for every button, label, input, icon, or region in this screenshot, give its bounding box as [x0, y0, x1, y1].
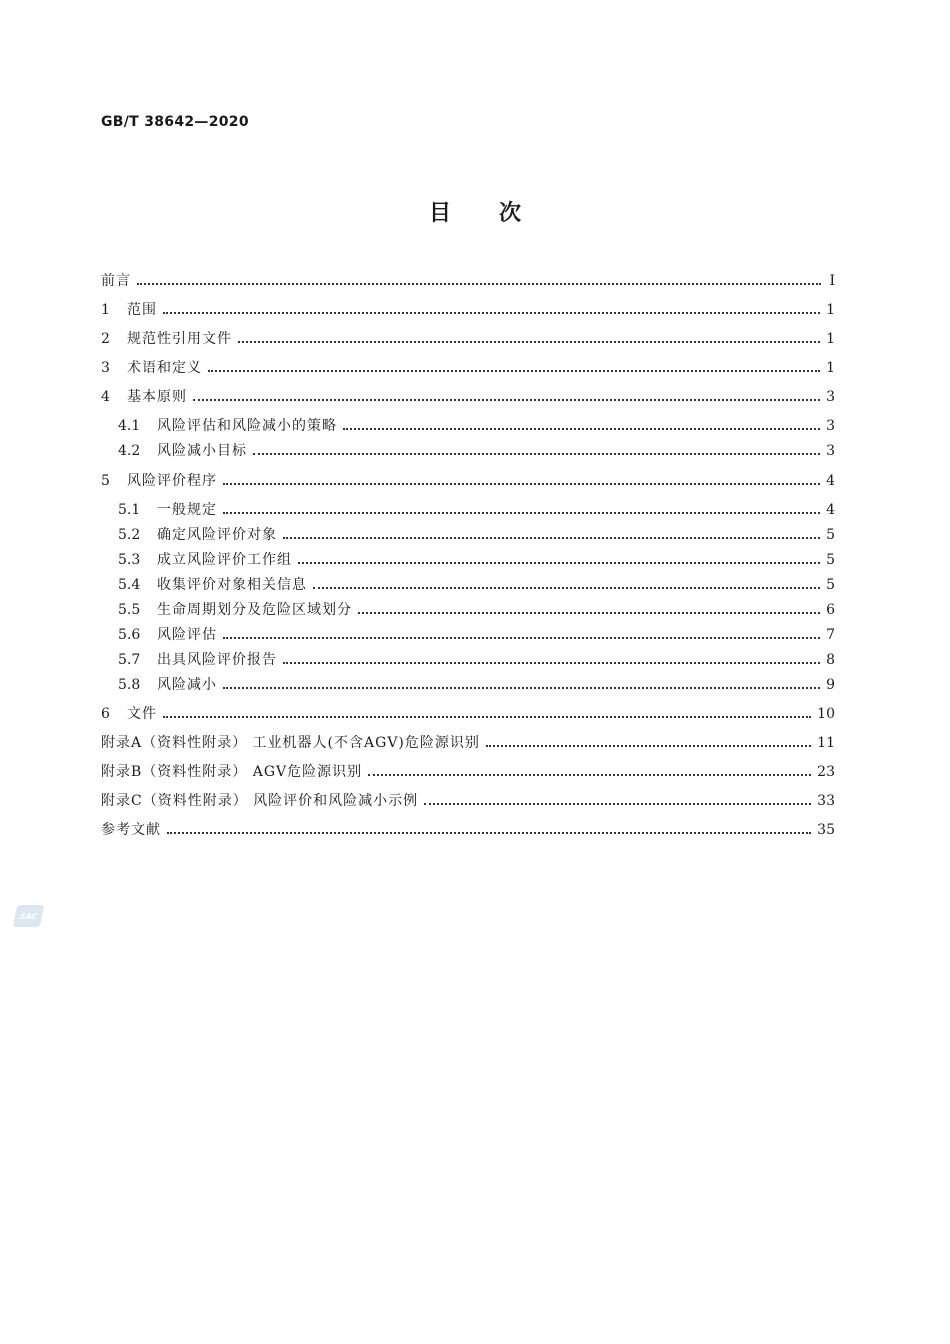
toc-entry-page: 4 [826, 473, 835, 489]
toc-entry-text: 规范性引用文件 [127, 331, 232, 347]
toc-entry-annex-a[interactable] [101, 732, 835, 754]
toc-leader-dots [223, 624, 820, 646]
toc-entry-page: 1 [826, 302, 835, 318]
toc-entry-text: 前言 [101, 273, 131, 289]
toc-entry-5-1[interactable] [118, 499, 835, 521]
toc-leader-dots [298, 549, 820, 571]
toc-entry-page: 4 [826, 502, 835, 518]
toc-entry-page: 3 [826, 443, 835, 459]
toc-entry-text: 文件 [127, 706, 157, 722]
toc-leader-dots [283, 524, 820, 546]
toc-entry-number: 1 [101, 302, 110, 318]
toc-entry-page: 5 [826, 552, 835, 568]
toc-entry-number: 2 [101, 331, 110, 347]
toc-entry-page: 9 [826, 677, 835, 693]
toc-entry-text: 参考文献 [101, 822, 161, 838]
toc-leader-dots [238, 328, 820, 350]
toc-entry-page: 33 [817, 793, 835, 809]
toc-entry-3[interactable] [101, 357, 835, 379]
toc-entry-page: 7 [826, 627, 835, 643]
toc-entry-number: 5.6 [118, 627, 141, 643]
toc-entry-number: 5 [101, 473, 110, 489]
toc-entry-text: 风险减小 [157, 677, 217, 693]
toc-entry-5-8[interactable] [118, 674, 835, 696]
toc-entry-page: 5 [826, 577, 835, 593]
toc-entry-annex-c[interactable] [101, 790, 835, 812]
toc-entry-page: 6 [826, 602, 835, 618]
toc-entry-6[interactable] [101, 703, 835, 725]
toc-entry-page: 8 [826, 652, 835, 668]
toc-entry-text: 成立风险评价工作组 [157, 552, 292, 568]
toc-entry-page: 5 [826, 527, 835, 543]
toc-entry-text: 风险评估 [157, 627, 217, 643]
toc-entry-page: 11 [817, 735, 835, 751]
toc-leader-dots [193, 386, 820, 408]
toc-entry-page: 1 [826, 331, 835, 347]
toc-entry-text: 附录A（资料性附录） 工业机器人(不含AGV)危险源识别 [101, 735, 480, 751]
toc-title: 目次 [428, 201, 569, 226]
toc-entry-5-3[interactable] [118, 549, 835, 571]
toc-entry-text: 收集评价对象相关信息 [157, 577, 307, 593]
toc-entry-page: 23 [817, 764, 835, 780]
toc-entry-4-1[interactable] [118, 415, 835, 437]
toc-entry-number: 5.3 [118, 552, 141, 568]
toc-entry-page: 3 [826, 418, 835, 434]
toc-leader-dots [223, 499, 820, 521]
toc-entry-page: 1 [826, 360, 835, 376]
toc-entry-text: 基本原则 [127, 389, 187, 405]
toc-entry-5-7[interactable] [118, 649, 835, 671]
toc-leader-dots [163, 299, 820, 321]
toc-entry-5-6[interactable] [118, 624, 835, 646]
toc-entry-bibliography[interactable] [101, 819, 835, 841]
toc-leader-dots [223, 674, 820, 696]
toc-entry-number: 5.2 [118, 527, 141, 543]
toc-entry-number: 6 [101, 706, 110, 722]
toc-entry-text: 出具风险评价报告 [157, 652, 277, 668]
toc-entry-number: 5.4 [118, 577, 141, 593]
toc-leader-dots [208, 357, 820, 379]
toc-leader-dots [486, 732, 811, 754]
toc-entry-text: 风险减小目标 [157, 443, 247, 459]
sac-logo-label: SAC [18, 911, 39, 921]
toc-leader-dots [343, 415, 820, 437]
toc-entry-2[interactable] [101, 328, 835, 350]
toc-leader-dots [163, 703, 811, 725]
toc-entry-number: 5.1 [118, 502, 141, 518]
toc-leader-dots [223, 470, 820, 492]
toc-entry-number: 5.5 [118, 602, 141, 618]
toc-leader-dots [358, 599, 820, 621]
toc-leader-dots [137, 270, 821, 292]
toc-entry-number: 4.2 [118, 443, 141, 459]
toc-entry-5-4[interactable] [118, 574, 835, 596]
toc-entry-preface[interactable] [101, 270, 835, 292]
toc-entry-number: 5.7 [118, 652, 141, 668]
toc-entry-text: 一般规定 [157, 502, 217, 518]
toc-entry-number: 3 [101, 360, 110, 376]
toc-leader-dots [313, 574, 820, 596]
toc-leader-dots [253, 440, 820, 462]
toc-entry-text: 生命周期划分及危险区域划分 [157, 602, 352, 618]
toc-entry-number: 4.1 [118, 418, 141, 434]
toc-entry-4-2[interactable] [118, 440, 835, 462]
toc-entry-text: 风险评估和风险减小的策略 [157, 418, 337, 434]
toc-entry-4[interactable] [101, 386, 835, 408]
toc-entry-text: 附录B（资料性附录） AGV危险源识别 [101, 764, 363, 780]
toc-entry-text: 风险评价程序 [127, 473, 217, 489]
toc-entry-text: 术语和定义 [127, 360, 202, 376]
toc-entry-5-5[interactable] [118, 599, 835, 621]
toc-entry-number: 5.8 [118, 677, 141, 693]
toc-entry-text: 确定风险评价对象 [157, 527, 277, 543]
toc-entry-text: 范围 [127, 302, 157, 318]
toc-entry-page: 35 [817, 822, 835, 838]
toc-leader-dots [283, 649, 820, 671]
standard-code: GB/T 38642—2020 [101, 114, 249, 130]
toc-entry-page: 3 [826, 389, 835, 405]
toc-leader-dots [167, 819, 811, 841]
toc-entry-page: 10 [817, 706, 835, 722]
toc-entry-1[interactable] [101, 299, 835, 321]
toc-entry-text: 附录C（资料性附录） 风险评价和风险减小示例 [101, 793, 419, 809]
sac-watermark-logo [13, 905, 45, 927]
toc-entry-page: Ⅰ [829, 273, 835, 289]
toc-leader-dots [424, 790, 811, 812]
toc-entry-annex-b[interactable] [101, 761, 835, 783]
toc-entry-number: 4 [101, 389, 110, 405]
toc-entry-5-2[interactable] [118, 524, 835, 546]
toc-leader-dots [368, 761, 811, 783]
toc-entry-5[interactable] [101, 470, 835, 492]
